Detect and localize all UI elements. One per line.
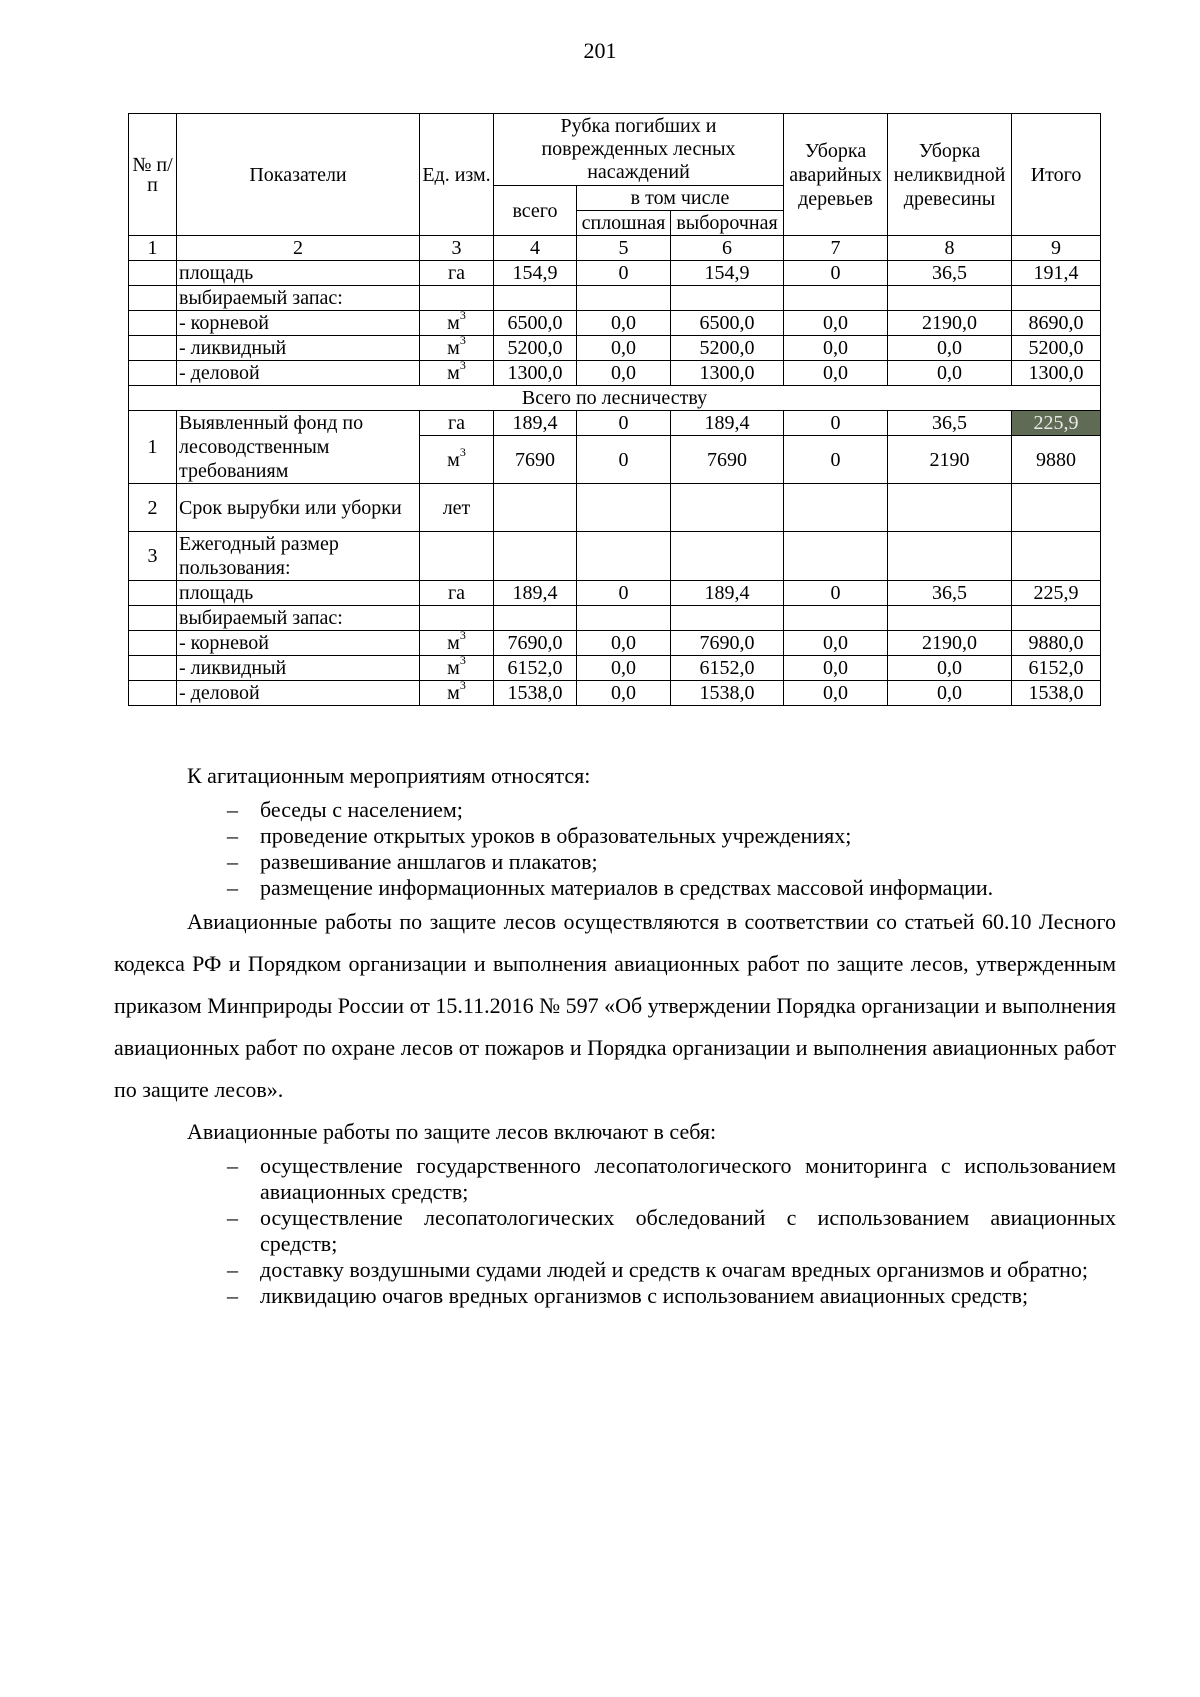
- row-value: [1012, 532, 1101, 581]
- list-item: [114, 1153, 1116, 1205]
- row-value: 0: [577, 436, 671, 484]
- column-number: 9: [1012, 236, 1101, 261]
- row-value: 7690: [494, 436, 577, 484]
- row-unit: [420, 532, 494, 581]
- table-row: [129, 681, 1101, 706]
- row-value: 1300,0: [494, 361, 577, 386]
- row-value: 0,0: [784, 311, 888, 336]
- row-unit: лет: [420, 484, 494, 532]
- row-value: 0,0: [784, 336, 888, 361]
- row-value: [888, 606, 1012, 631]
- header-indicator: Показатели: [177, 114, 420, 236]
- row-value: 0: [784, 261, 888, 286]
- row-value: 0,0: [577, 311, 671, 336]
- row-value: [1012, 484, 1101, 532]
- row-value: 6152,0: [494, 656, 577, 681]
- dash-bullet: –: [227, 1153, 238, 1178]
- list-item: [114, 797, 1116, 823]
- list-item: [114, 1205, 1116, 1257]
- row-value: [577, 606, 671, 631]
- row-value: [1012, 286, 1101, 311]
- row-value: [784, 606, 888, 631]
- row-value: 0: [784, 436, 888, 484]
- header-total: Итого: [1012, 114, 1101, 236]
- row-value: [888, 484, 1012, 532]
- header-incl: в том числе: [577, 186, 784, 211]
- row-value: 0,0: [888, 361, 1012, 386]
- table-row: [129, 336, 1101, 361]
- table-row: [129, 361, 1101, 386]
- row-num: 2: [129, 484, 177, 532]
- list-item-text: ликвидацию очагов вредных организмов с использованием авиационных средств;: [260, 1283, 1029, 1308]
- row-value: 154,9: [671, 261, 784, 286]
- row-value: 0,0: [784, 681, 888, 706]
- header-emergency: Уборка аварийных деревьев: [784, 114, 888, 236]
- row-value: 0,0: [888, 656, 1012, 681]
- list-item-text: развешивание аншлагов и плакатов;: [260, 849, 598, 874]
- row-num: [129, 336, 177, 361]
- list-item: [114, 1257, 1116, 1283]
- row-value: 189,4: [494, 411, 577, 436]
- header-num: № п/п: [129, 114, 177, 236]
- row-value: 0,0: [888, 336, 1012, 361]
- row-num: 3: [129, 532, 177, 581]
- table-row: [129, 606, 1101, 631]
- unit-superscript: 3: [459, 630, 466, 643]
- header-selective: выборочная: [671, 211, 784, 236]
- row-value: 2190: [888, 436, 1012, 484]
- row-value: 1300,0: [1012, 361, 1101, 386]
- list-item: [114, 823, 1116, 849]
- table-row: [129, 411, 1101, 436]
- row-value: 225,9: [1012, 581, 1101, 606]
- row-label: - ликвидный: [177, 656, 420, 681]
- row-value: 0,0: [784, 656, 888, 681]
- row-value: [784, 532, 888, 581]
- row-value: 0,0: [577, 336, 671, 361]
- column-numbers-row: [129, 236, 1101, 261]
- row-num: [129, 286, 177, 311]
- row-unit: га: [420, 581, 494, 606]
- table-row: [129, 532, 1101, 581]
- row-value: 0,0: [577, 631, 671, 656]
- row-num: [129, 681, 177, 706]
- unit-superscript: 3: [459, 360, 466, 373]
- dash-bullet: –: [227, 849, 238, 874]
- row-label: - корневой: [177, 311, 420, 336]
- row-value: 2190,0: [888, 311, 1012, 336]
- unit-text: м: [447, 448, 460, 471]
- row-value: 7690,0: [671, 631, 784, 656]
- row-num: [129, 311, 177, 336]
- row-value: 0,0: [577, 361, 671, 386]
- list-item: [114, 849, 1116, 875]
- agitation-list: [114, 797, 1116, 901]
- row-value: 0,0: [888, 681, 1012, 706]
- row-value: 191,4: [1012, 261, 1101, 286]
- column-number: 2: [177, 236, 420, 261]
- table-row: [129, 631, 1101, 656]
- table-row: [129, 581, 1101, 606]
- row-unit: га: [420, 261, 494, 286]
- page-number: 201: [583, 38, 617, 63]
- table-row: [129, 484, 1101, 532]
- row-num: [129, 656, 177, 681]
- table-row: [129, 286, 1101, 311]
- row-unit: [420, 681, 494, 706]
- column-number: 4: [494, 236, 577, 261]
- row-value: 0,0: [784, 361, 888, 386]
- unit-superscript: 3: [459, 655, 466, 668]
- row-unit: [420, 336, 494, 361]
- row-value: [784, 484, 888, 532]
- row-label: выбираемый запас:: [177, 286, 420, 311]
- list-item-text: проведение открытых уроков в образовательных учреждениях;: [260, 823, 852, 848]
- row-unit: [420, 361, 494, 386]
- row-value: 0: [577, 581, 671, 606]
- row-value: 0,0: [577, 681, 671, 706]
- row-label: площадь: [177, 261, 420, 286]
- row-value: 225,9: [1012, 411, 1101, 436]
- table-row: [129, 261, 1101, 286]
- row-num: 1: [129, 411, 177, 484]
- unit-superscript: 3: [459, 680, 466, 693]
- row-value: 5200,0: [671, 336, 784, 361]
- unit-superscript: 3: [459, 444, 466, 459]
- row-value: 189,4: [671, 411, 784, 436]
- row-value: 1300,0: [671, 361, 784, 386]
- row-label: - ликвидный: [177, 336, 420, 361]
- list-item-text: осуществление лесопатологических обследований с использованием авиационных средств;: [260, 1205, 1116, 1256]
- row-value: 0: [577, 411, 671, 436]
- row-value: 36,5: [888, 261, 1012, 286]
- row-value: [577, 484, 671, 532]
- row-value: 9880,0: [1012, 631, 1101, 656]
- list-item: [114, 875, 1116, 901]
- row-value: 5200,0: [1012, 336, 1101, 361]
- unit-text: м: [447, 632, 460, 654]
- row-value: 7690: [671, 436, 784, 484]
- row-label: площадь: [177, 581, 420, 606]
- dash-bullet: –: [227, 797, 238, 822]
- unit-text: м: [447, 362, 460, 384]
- column-number: 7: [784, 236, 888, 261]
- header-unit: Ед. изм.: [420, 114, 494, 236]
- row-num: [129, 631, 177, 656]
- unit-text: м: [447, 657, 460, 679]
- row-value: 2190,0: [888, 631, 1012, 656]
- row-unit: га: [420, 411, 494, 436]
- header-clear: сплошная: [577, 211, 671, 236]
- row-value: 1538,0: [1012, 681, 1101, 706]
- row-value: 0: [784, 411, 888, 436]
- row-value: 6152,0: [671, 656, 784, 681]
- column-number: 6: [671, 236, 784, 261]
- row-value: 6500,0: [494, 311, 577, 336]
- header-total-all: всего: [494, 186, 577, 236]
- unit-text: м: [447, 312, 460, 334]
- list-item-text: доставку воздушными судами людей и средств к очагам вредных организмов и обратно;: [260, 1257, 1089, 1282]
- row-value: [494, 606, 577, 631]
- header-illiquid: Уборка неликвидной древесины: [888, 114, 1012, 236]
- list-item-text: размещение информационных материалов в средствах массовой информации.: [260, 875, 994, 900]
- row-value: [888, 532, 1012, 581]
- row-value: 0,0: [784, 631, 888, 656]
- forest-data-table: [128, 113, 1101, 706]
- dash-bullet: –: [227, 875, 238, 900]
- unit-superscript: 3: [459, 310, 466, 323]
- row-num: [129, 581, 177, 606]
- row-unit: [420, 606, 494, 631]
- row-value: [494, 532, 577, 581]
- row-value: [784, 286, 888, 311]
- section-title: Всего по лесничеству: [129, 386, 1101, 411]
- row-value: 9880: [1012, 436, 1101, 484]
- column-number: 1: [129, 236, 177, 261]
- row-label: - деловой: [177, 361, 420, 386]
- row-unit: [420, 286, 494, 311]
- row-unit: [420, 436, 494, 484]
- table-row: [129, 311, 1101, 336]
- column-number: 8: [888, 236, 1012, 261]
- column-number: 3: [420, 236, 494, 261]
- row-value: 36,5: [888, 581, 1012, 606]
- row-label: выбираемый запас:: [177, 606, 420, 631]
- body-text: [114, 755, 1116, 1309]
- section-row: [129, 386, 1101, 411]
- row-unit: [420, 656, 494, 681]
- row-value: [671, 286, 784, 311]
- row-label: Срок вырубки или уборки: [177, 484, 420, 532]
- header-group: Рубка погибших и поврежденных лесных насаждений: [494, 114, 784, 186]
- row-value: [494, 484, 577, 532]
- row-value: 36,5: [888, 411, 1012, 436]
- row-value: 154,9: [494, 261, 577, 286]
- row-value: 1538,0: [494, 681, 577, 706]
- row-value: 189,4: [494, 581, 577, 606]
- row-value: [494, 286, 577, 311]
- list-item: [114, 1283, 1116, 1309]
- row-label: - деловой: [177, 681, 420, 706]
- row-value: [671, 606, 784, 631]
- row-value: 189,4: [671, 581, 784, 606]
- row-value: [671, 532, 784, 581]
- row-label: Выявленный фонд по лесоводственным требованиям: [177, 411, 420, 484]
- unit-superscript: 3: [459, 335, 466, 348]
- row-value: 0: [577, 261, 671, 286]
- row-value: 0,0: [577, 656, 671, 681]
- row-value: [1012, 606, 1101, 631]
- aviation-list: [114, 1153, 1116, 1309]
- aviation-paragraph: Авиационные работы по защите лесов осуществляются в соответствии со статьей 60.10 Лесного кодекса РФ и Порядком организации и выполнения авиационных работ по защите лесов, утвержденным приказом Минприроды России от 15.11.2016 № 597 «Об утверждении Порядка организации и выполнения авиационных работ по охране лесов от пожаров и Порядка организации и выполнения авиационных работ по защите лесов».: [114, 909, 1116, 1102]
- dash-bullet: –: [227, 823, 238, 848]
- row-value: [671, 484, 784, 532]
- row-value: 7690,0: [494, 631, 577, 656]
- row-value: 6152,0: [1012, 656, 1101, 681]
- row-unit: [420, 311, 494, 336]
- dash-bullet: –: [227, 1257, 238, 1282]
- unit-text: м: [447, 337, 460, 359]
- row-label: - корневой: [177, 631, 420, 656]
- unit-text: м: [447, 682, 460, 704]
- row-value: 6500,0: [671, 311, 784, 336]
- row-value: [577, 532, 671, 581]
- row-unit: [420, 631, 494, 656]
- list-item-text: осуществление государственного лесопатологического мониторинга с использованием авиационных средств;: [260, 1153, 1116, 1204]
- row-value: 1538,0: [671, 681, 784, 706]
- row-value: 0: [784, 581, 888, 606]
- dash-bullet: –: [227, 1205, 238, 1230]
- column-number: 5: [577, 236, 671, 261]
- row-num: [129, 361, 177, 386]
- row-value: [577, 286, 671, 311]
- row-label: Ежегодный размер пользования:: [177, 532, 420, 581]
- row-num: [129, 261, 177, 286]
- row-value: [888, 286, 1012, 311]
- row-num: [129, 606, 177, 631]
- row-value: 8690,0: [1012, 311, 1101, 336]
- table-row: [129, 656, 1101, 681]
- aviation-intro: Авиационные работы по защите лесов включают в себя:: [187, 1119, 717, 1144]
- agitation-intro: К агитационным мероприятиям относятся:: [187, 763, 591, 788]
- list-item-text: беседы с населением;: [260, 797, 463, 822]
- row-value: 5200,0: [494, 336, 577, 361]
- dash-bullet: –: [227, 1283, 238, 1308]
